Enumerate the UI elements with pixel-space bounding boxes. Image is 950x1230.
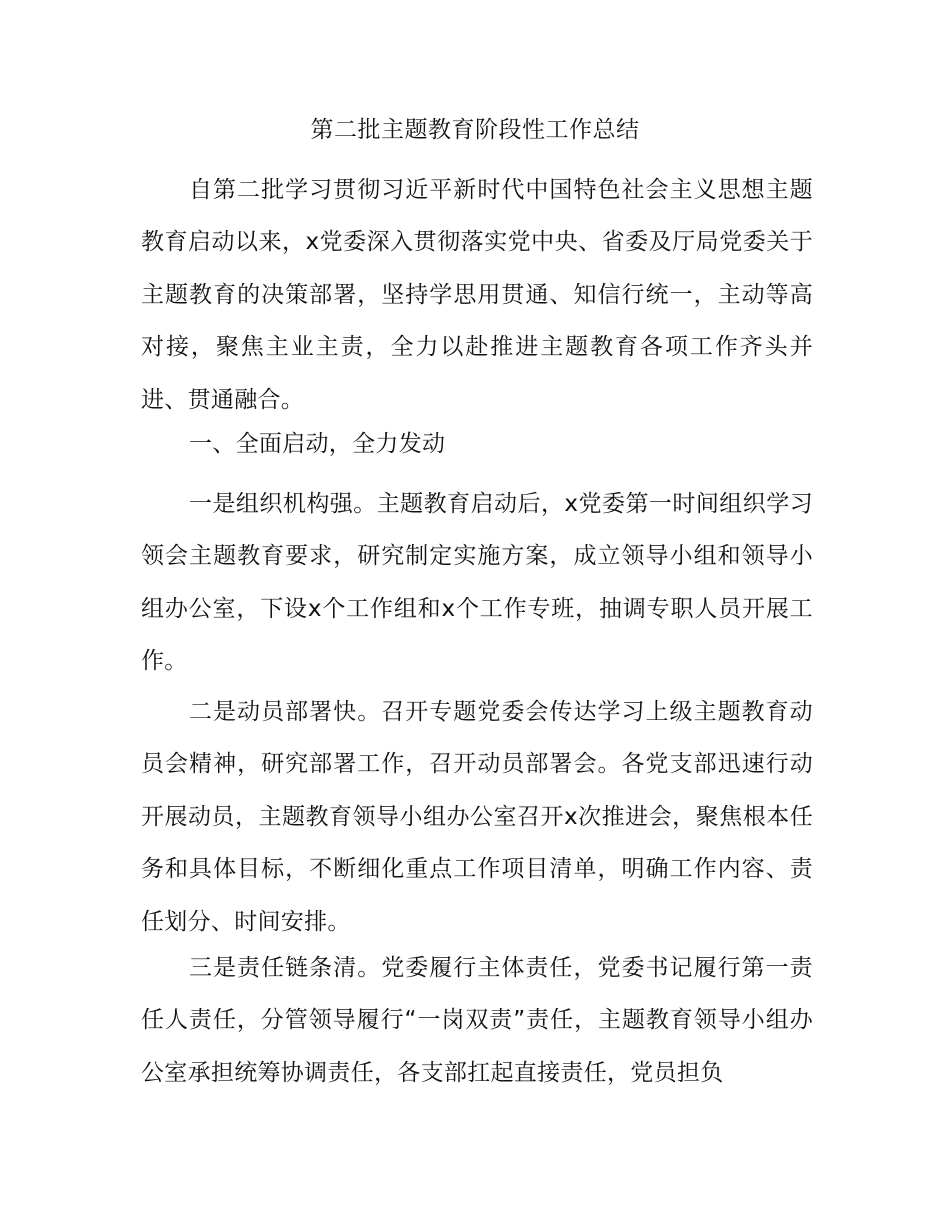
section-heading-1: 一、全面启动，全力发动 [189, 431, 446, 457]
paragraph-organization: 一是组织机构强。主题教育启动后，x党委第一时间组织学习领会主题教育要求，研究制定实施方案，成立领导小组和领导小组办公室，下设x个工作组和x个工作专班，抽调专职人员开展工作。 [141, 491, 813, 675]
intro-paragraph: 自第二批学习贯彻习近平新时代中国特色社会主义思想主题教育启动以来，x党委深入贯彻落实党中央、省委及厅局党委关于主题教育的决策部署，坚持学思用贯通、知信行统一，主动等高对接，聚焦主业主责，全力以赴推进主题教育各项工作齐头并进、贯通融合。 [141, 177, 813, 413]
paragraph-responsibility: 三是责任链条清。党委履行主体责任，党委书记履行第一责任人责任，分管领导履行“一岗双责”责任，主题教育领导小组办公室承担统筹协调责任，各支部扛起直接责任，党员担负 [141, 955, 813, 1086]
document-title: 第二批主题教育阶段性工作总结 [310, 117, 640, 143]
paragraph-mobilization: 二是动员部署快。召开专题党委会传达学习上级主题教育动员会精神，研究部署工作，召开动员部署会。各党支部迅速行动开展动员，主题教育领导小组办公室召开x次推进会，聚焦根本任务和具体目标，不断细化重点工作项目清单，明确工作内容、责任划分、时间安排。 [141, 699, 813, 935]
